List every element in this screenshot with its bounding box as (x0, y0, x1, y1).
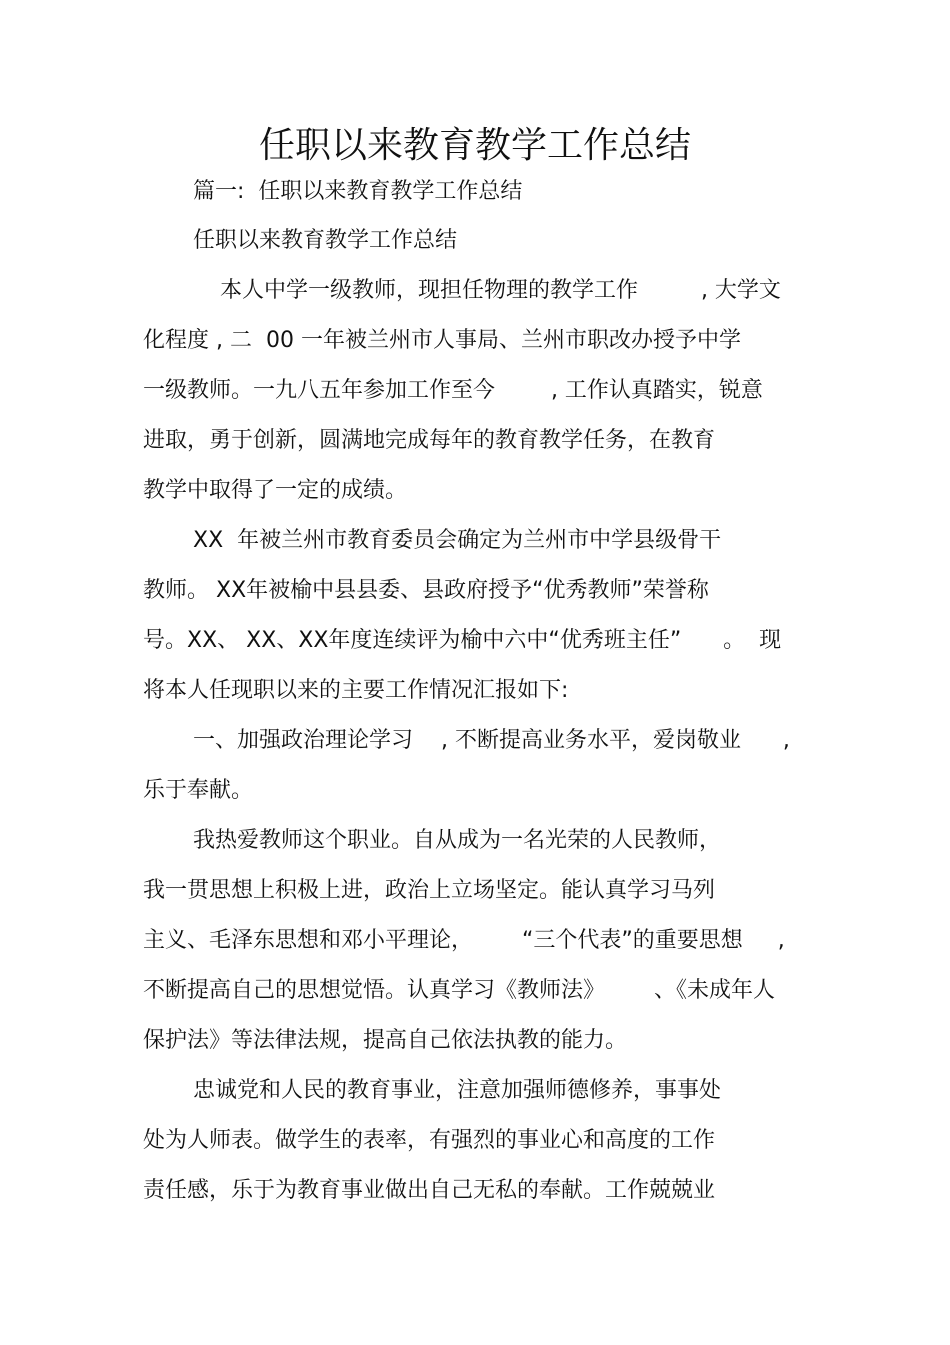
paragraph-line: 我热爱教师这个职业。自从成为一名光荣的人民教师， (193, 828, 722, 853)
paragraph-line: 忠诚党和人民的教育事业，注意加强师德修养，事事处 (193, 1078, 722, 1103)
paragraph-line: 将本人任现职以来的主要工作情况汇报如下: (143, 678, 569, 703)
paragraph-line: 责任感，乐于为教育事业做出自己无私的奉献。工作兢兢业 (143, 1178, 716, 1203)
paragraph-line: 我一贯思想上积极上进，政治上立场坚定。能认真学习马列 (143, 878, 716, 903)
paragraph-line: 不断提高自己的思想觉悟。认真学习《教师法》 、《未成年人 (143, 978, 775, 1003)
paragraph-line: 一级教师。一九八五年参加工作至今 , 工作认真踏实，锐意 (143, 378, 763, 403)
paragraph-line: 乐于奉献。 (143, 778, 254, 803)
paragraph-line: 主义、毛泽东思想和邓小平理论， “三个代表”的重要思想 , (143, 928, 785, 953)
paragraph-line: 进取，勇于创新，圆满地完成每年的教育教学任务，在教育 (143, 428, 716, 453)
subtitle: 任职以来教育教学工作总结 (193, 228, 458, 253)
paragraph-line: 本人中学一级教师，现担任物理的教学工作 , 大学文 (220, 278, 781, 303)
paragraph-line: 号。XX、 XX、XX年度连续评为榆中六中“优秀班主任” 。 现 (143, 628, 782, 653)
document-title: 任职以来教育教学工作总结 (258, 125, 691, 166)
paragraph-line: 教学中取得了一定的成绩。 (143, 478, 408, 503)
paragraph-line: 保护法》等法律法规，提高自己依法执教的能力。 (143, 1028, 628, 1053)
section-heading: 篇一: 任职以来教育教学工作总结 (193, 179, 523, 204)
section-heading-1: 一、加强政治理论学习 , 不断提高业务水平，爱岗敬业 , (193, 728, 790, 753)
paragraph-line: 化程度 , 二 00 一年被兰州市人事局、兰州市职改办授予中学 (143, 328, 741, 353)
paragraph-line: 处为人师表。做学生的表率，有强烈的事业心和高度的工作 (143, 1128, 716, 1153)
paragraph-line: 教师。 XX年被榆中县县委、县政府授予“优秀教师”荣誉称 (143, 578, 709, 603)
paragraph-line: XX 年被兰州市教育委员会确定为兰州市中学县级骨干 (193, 528, 722, 553)
